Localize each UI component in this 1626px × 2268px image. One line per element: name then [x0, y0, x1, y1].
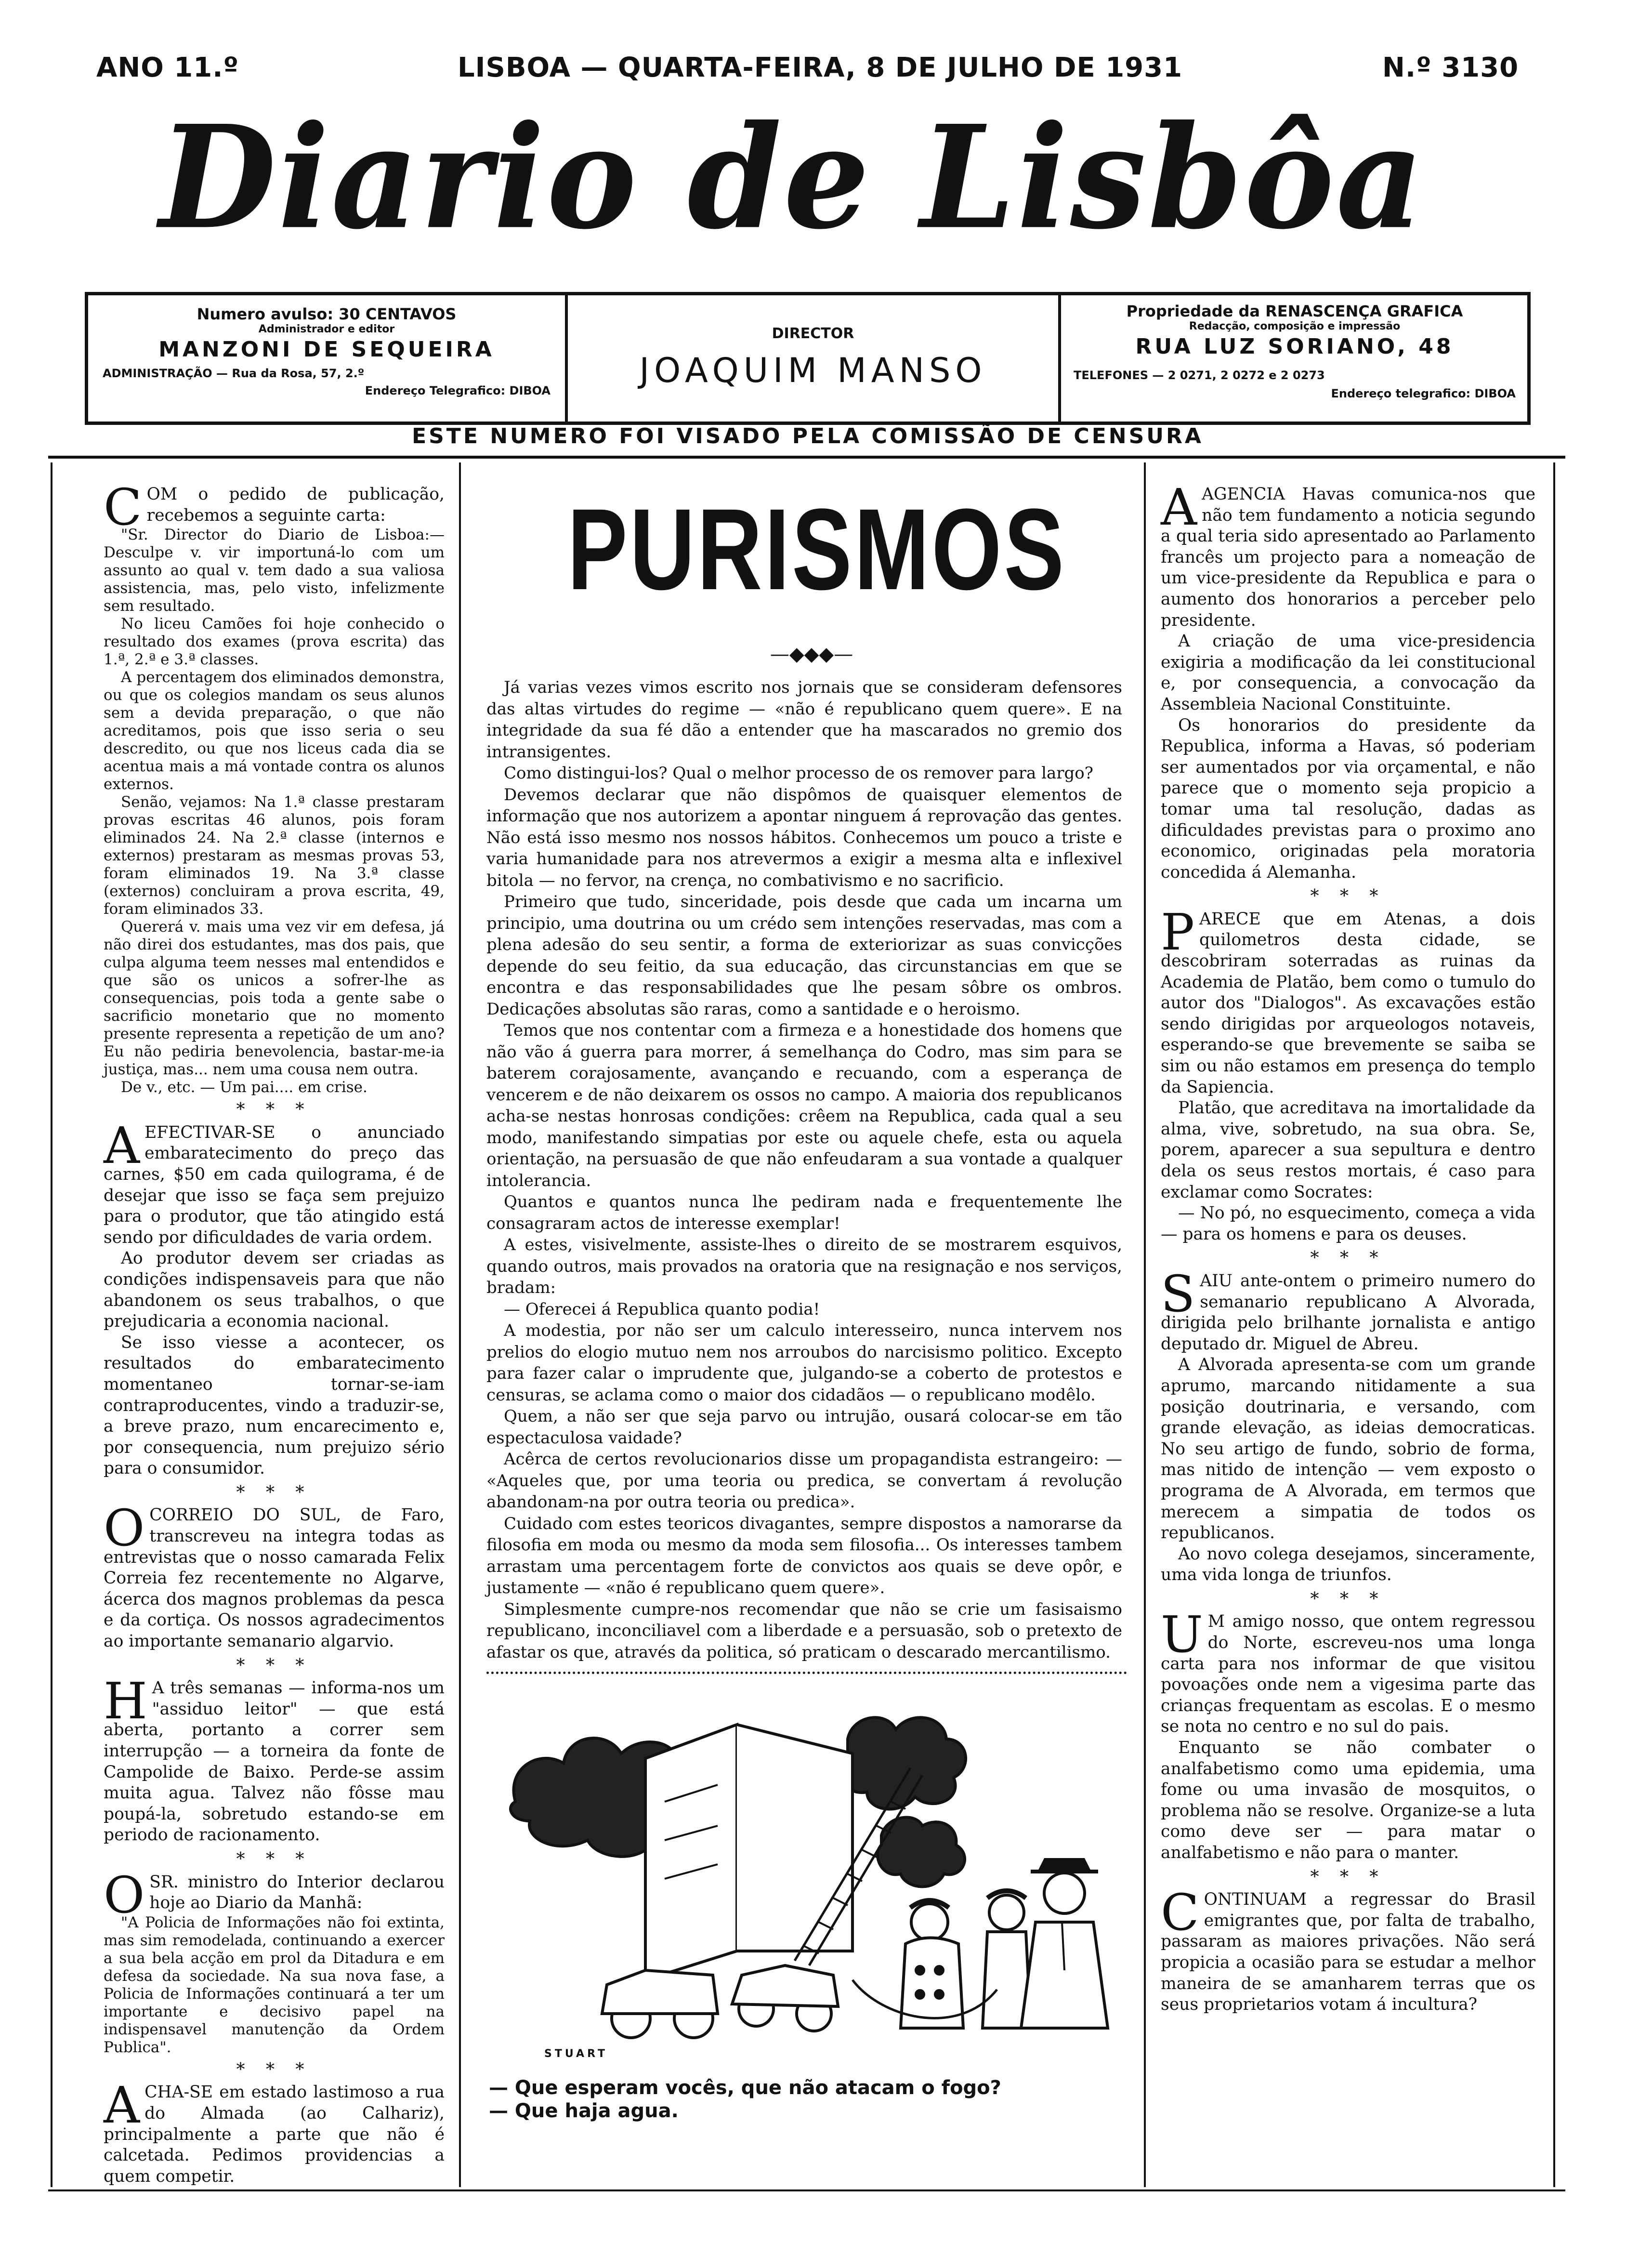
editorial-p3: Devemos declarar que não dispômos de quaisquer elementos de informação que nos autorizem a apontar ninguem á reprovação das gentes. Não está isso mesmo nos nossos hábitos. Conhecemos um pouco a triste e varia humanidade para nos atrevermos a exigir a mesma alta e inflexivel bitola — no fervor, na crença, no combativismo e no sacrificio. [486, 785, 1122, 890]
left-border-rule [51, 462, 52, 2187]
article-meat: AEFECTIVAR-SE o anunciado embaratecimento do preço das carnes, $50 em cada quilograma, é de desejar que isso se faça sem prejuizo para o produtor, que tão atingido está sendo por dificuldades de varia ordem. [104, 1116, 445, 1247]
editorial-p11: Acêrca de certos revolucionarios disse um propagandista estrangeiro: — «Aqueles que, por uma teoria ou predica, se convertam á revolução abandonam-na por outra teoria ou predica». [486, 1450, 1122, 1512]
cartoonist-signature: STUART [544, 2048, 608, 2060]
alvorada-p2: A Alvorada apresenta-se com um grande aprumo, marcando nitidamente a sua posição doutrinaria, e versando, com grande elevação, as ideias democraticas. No seu artigo de fundo, sobrio de forma, mas nitido de intenção — vem exposto o programa de A Alvorada, em termos que merecem a simpatia de todos os republicanos. [1161, 1355, 1535, 1543]
athens-p2: Platão, que acreditava na imortalidade da alma, vive, sobretudo, na sua obra. Se, porem, aparecer a sua sepultura e dentro dela os seus restos mortais, é caso para exclamar como Socrates: [1161, 1098, 1535, 1202]
caption-line-1: — Que esperam vocês, que não atacam o fogo? [489, 2077, 1001, 2099]
cartoon-illustration [486, 1681, 1122, 2067]
separator-stars: * * * [236, 1849, 312, 1869]
article-literacy: U M amigo nosso, que ontem regressou do Norte, escreveu-nos uma longa carta para nos informar de que visitou povoações onde nem a vigesima parte das crianças frequentam as escolas. E o mesmo se nota no centro e no sul do pais. [1161, 1605, 1535, 1737]
separator-stars: * * * [236, 2059, 312, 2080]
price: Numero avulso: 30 CENTAVOS [197, 305, 457, 323]
redaction: Redacção, composição e impressão [1189, 320, 1401, 332]
owner: Propriedade da RENASCENÇA GRAFICA [1126, 302, 1463, 320]
cartoon-caption [489, 2076, 1125, 2123]
article-letter: COM o pedido de publicação, recebemos a seguinte carta: [104, 478, 445, 537]
right-column [1161, 478, 1535, 2016]
editorial-p1: Já varias vezes vimos escrito nos jornais que se consideram defensores das altas virtudes do regime — «não é republicano quem quere». E na integridade da sua fé dão a entender que ha mascarados no gremio dos intransigentes. [486, 678, 1122, 762]
top-rule [48, 456, 1565, 459]
headline: PURISMOS [567, 485, 1066, 614]
director-name: JOAQUIM MANSO [639, 351, 987, 390]
letter-p3: No liceu Camões foi hoje conhecido o resultado dos exames (prova escrita) das 1.ª, 2.ª e 3.ª classes. [104, 615, 445, 669]
editorial-p6: Quantos e quantos nunca lhe pediram nada e frequentemente lhe consagraram actos de interesse exemplar! [486, 1192, 1122, 1233]
info-center [565, 295, 1061, 422]
separator-stars: * * * [1310, 1589, 1386, 1609]
separator-stars: * * * [236, 1482, 312, 1503]
admin-name: MANZONI DE SEQUEIRA [158, 337, 495, 362]
meat-p2: Ao produtor devem ser criadas as condições indispensaveis para que não abandonem os seus trabalhos, o que prejudicaria a economia nacional. [104, 1249, 445, 1332]
left-column [104, 478, 445, 2187]
editorial-p9: A modestia, por não ser um calculo interesseiro, nunca intervem nos prelios do elogio mutuo nem nos arroubos do narcisismo politico. Excepto para fazer calar o imprudente que, julgando-se a coberto de protestos e censuras, se aclama como o maior dos cidadãos — o republicano modêlo. [486, 1321, 1122, 1405]
info-left [88, 295, 565, 422]
separator-stars: * * * [236, 1655, 312, 1675]
havas-p3: Os honorarios do presidente da Republica, informa a Havas, só poderiam ser aumentados por via orçamental, e não parece que o momento seja propicio a tomar uma tal resolução, dadas as dificuldades previstas para o proximo ano economico, originadas pela moratoria concedida á Alemanha. [1161, 715, 1535, 882]
article-fountain: H A três semanas — informa-nos um "assiduo leitor" — que está aberta, portanto a correr sem interrupção — a torneira da fonte de Campolide de Baixo. Perde-se assim muita agua. Talvez não fôsse mau poupá-la, sobretudo estando-se em periodo de racionamento. [104, 1672, 445, 1845]
alvorada-p3: Ao novo colega desejamos, sinceramente, uma vida longa de triunfos. [1161, 1544, 1535, 1585]
info-right [1061, 295, 1528, 422]
street-address: RUA LUZ SORIANO, 48 [1135, 334, 1454, 359]
year-label: ANO 11.º [96, 52, 239, 83]
admin-address: ADMINISTRAÇÃO — Rua da Rosa, 57, 2.º [103, 367, 365, 380]
letter-p4: A percentagem dos eliminados demonstra, ou que os colegios mandam os seus alunos sem a devida preparação, o que não acreditamos, pois que isso seria o seu descredito, ou que nos liceus cada dia se acentua mais a má vontade contra os alunos externos. [104, 669, 445, 793]
minister-quote: "A Policia de Informações não foi extinta, mas sim remodelada, continuando a exercer a sua bela acção em prol da Ditadura e em defesa da sociedade. Na sua nova fase, a Policia de Informações continuará a ter um importante e decisivo papel na indispensavel manutenção da Ordem Publica". [104, 1913, 445, 2056]
editorial-p13: Simplesmente cumpre-nos recomendar que não se crie um fasisaismo republicano, inconciliavel com a liberdade e a persuasão, sob o pretexto de afastar os que, através da politica, só praticam o descarado mercantilismo. [486, 1599, 1122, 1662]
issue-number: N.º 3130 [1382, 52, 1519, 83]
admin-label: Administrador e editor [258, 323, 395, 335]
phones: TELEFONES — 2 0271, 2 0272 e 2 0273 [1074, 369, 1325, 382]
editorial-p10: Quem, a não ser que seja parvo ou intrujão, ousará colocar-se em tão espectaculosa vaidade? [486, 1407, 1122, 1448]
center-column [486, 677, 1122, 1663]
info-box [85, 292, 1531, 425]
letter-p2: "Sr. Director do Diario de Lisboa:— Desculpe v. vir importuná-lo com um assunto ao qual v. tem dado a sua valiosa assistencia, mas, pelo visto, infelizmente sem resultado. [104, 526, 445, 615]
editorial-p7: A estes, visivelmente, assiste-lhes o direito de se mostrarem esquivos, quando outros, mais provados na oratoria que na resignação e nos serviços, bradam: [486, 1235, 1122, 1297]
letter-signature: De v., etc. — Um pai.... em crise. [121, 1079, 367, 1096]
literacy-p2: Enquanto se não combater o analfabetismo como uma epidemia, uma fome ou uma invasão de mosquitos, o problema não se resolve. Organize-se a luta como deve ser — para matar o analfabetismo e não para o manter. [1161, 1738, 1535, 1862]
column-rule-2 [1144, 462, 1146, 2187]
separator-stars: * * * [1310, 1867, 1386, 1887]
athens-p3: — No pó, no esquecimento, começa a vida — para os homens e para os deuses. [1161, 1203, 1535, 1244]
article-havas: AAGENCIA Havas comunica-nos que não tem fundamento a noticia segundo a qual teria sido apresentado ao Parlamento francês um projecto para a nomeação de um vice-presidente da Republica e para o aumento dos honorarios a perceber pelo presidente. [1161, 478, 1535, 630]
censorship-notice: ESTE NUMERO FOI VISADO PELA COMISSÃO DE CENSURA [412, 424, 1204, 448]
article-almada: ACHA-SE em estado lastimoso a rua do Almada (ao Calhariz), principalmente a parte que não é calcetada. Pedimos providencias a quem competir. [104, 2076, 445, 2186]
havas-p2: A criação de uma vice-presidencia exigiria a modificação da lei constitucional e, por consequencia, a convocação da Assembleia Nacional Constituinte. [1161, 632, 1535, 714]
meat-p3: Se isso viesse a acontecer, os resultados do embaratecimento momentaneo tornar-se-iam contraproducentes, vindo a traduzir-se, a breve prazo, num encarecimento e, por consequencia, num prejuizo sério para o consumidor. [104, 1332, 445, 1478]
editorial-p2: Como distingui-los? Qual o melhor processo de os remover para largo? [504, 764, 1093, 783]
article-athens: PARECE que em Atenas, a dois quilometros desta cidade, se descobriram soterradas as ruinas da Academia de Platão, bem como o tumulo do autor dos "Dialogos". As excavações estão sendo dirigidas por arqueologos notaveis, esperando-se que brevemente se saiba se sim ou não estamos em presença do templo da Sapiencia. [1161, 902, 1535, 1097]
separator-stars: * * * [236, 1100, 312, 1120]
bottom-rule [48, 2189, 1565, 2191]
article-minister: OSR. ministro do Interior declarou hoje ao Diario da Manhã: [104, 1865, 445, 1925]
director-label: DIRECTOR [772, 325, 854, 342]
article-emigrants: CONTINUAM a regressar do Brasil emigrantes que, por falta de trabalho, passaram as maiores privações. Não será propicia a ocasião para se estudar a melhor maneira de se amanharem terras que os seus proprietarios votam á incultura? [1161, 1883, 1535, 2015]
caption-line-2: — Que haja agua. [489, 2100, 679, 2122]
editorial-p5: Temos que nos contentar com a firmeza e a honestidade dos homens que não vão á guerra para morrer, á semelhança do Codro, mas sim para se baterem corajosamente, avançando e recuando, com a esperança de vencerem e de não deixarem os ossos no campo. A maioria dos republicanos acha-se nestas honrosas condições: crêem na Republica, cada qual a seu modo, manifestando simpatias por este ou aquele chefe, esta ou aquela orientação, na persuasão de que não enfeudaram a sua vontade a qualquer intolerancia. [486, 1021, 1122, 1190]
separator-stars: * * * [1310, 1248, 1386, 1268]
admin-telegraph: Endereço Telegrafico: DIBOA [365, 384, 551, 397]
newspaper-title: Diario de Lisbôa [159, 94, 1426, 261]
cartoon-top-rule [486, 1672, 1127, 1677]
editorial-p8: — Oferecei á Republica quanto podia! [504, 1299, 820, 1319]
column-rule-1 [459, 462, 461, 2187]
right-telegraph: Endereço telegrafico: DIBOA [1331, 387, 1516, 400]
separator-stars: * * * [1310, 886, 1386, 907]
editorial-p4: Primeiro que tudo, sinceridade, pois desde que cada um incarna um principio, uma doutrina ou um crédo sem intenções reservadas, mas com a plena adesão do seu sentir, a forma de exteriorizar as suas convicções depende do seu feitio, da sua educação, das circunstancias em que se encontra e das responsabilidades que lhe pesam sôbre os ombros. Dedicações absolutas são raras, como a santidade e o heroismo. [486, 892, 1122, 1019]
article-alvorada: SAIU ante-ontem o primeiro numero do semanario republicano A Alvorada, dirigida pelo brilhante jornalista e antigo deputado dr. Miguel de Abreu. [1161, 1264, 1535, 1354]
editorial-p12: Cuidado com estes teoricos divagantes, sempre dispostos a namorarse da filosofia em moda ou mesmo da moda sem filosofia... Os interesses tambem arrastam uma percentagem forte de convictos aos quais se deve opôr, e justamente — «não é republicano quem quere». [486, 1514, 1122, 1597]
letter-p5: Senão, vejamos: Na 1.ª classe prestaram provas escritas 46 alunos, pois foram eliminados 24. Na 2.ª classe (internos e externos) prestaram as mesmas provas 53, foram eliminados 19. Na 3.ª classe (externos) concluiram a prova escrita, 49, foram eliminados 33. [104, 793, 445, 918]
letter-p6: Quererá v. mais uma vez vir em defesa, já não direi dos estudantes, mas dos pais, que culpa alguma teem nesses mal entendidos e que são os unicos a sofrer-lhe as consequencias, pois toda a gente sabe o sacrificio monetario que no momento presente representa a repetição de um ano? Eu não pediria benevolencia, bastar-me-ia justiça, mas... nem uma cousa nem outra. [104, 918, 445, 1079]
right-border-rule [1553, 462, 1555, 2187]
headline-ornament: —◆◆◆— [770, 643, 853, 665]
dateline: LISBOA — QUARTA-FEIRA, 8 DE JULHO DE 1931 [458, 52, 1183, 83]
article-correio: OCORREIO DO SUL, de Faro, transcreveu na integra todas as entrevistas que o nosso camarada Felix Correia fez recentemente no Algarve, ácerca dos magnos problemas da pesca e da cortiça. Os nossos agradecimentos ao importante semanario algarvio. [104, 1499, 445, 1651]
